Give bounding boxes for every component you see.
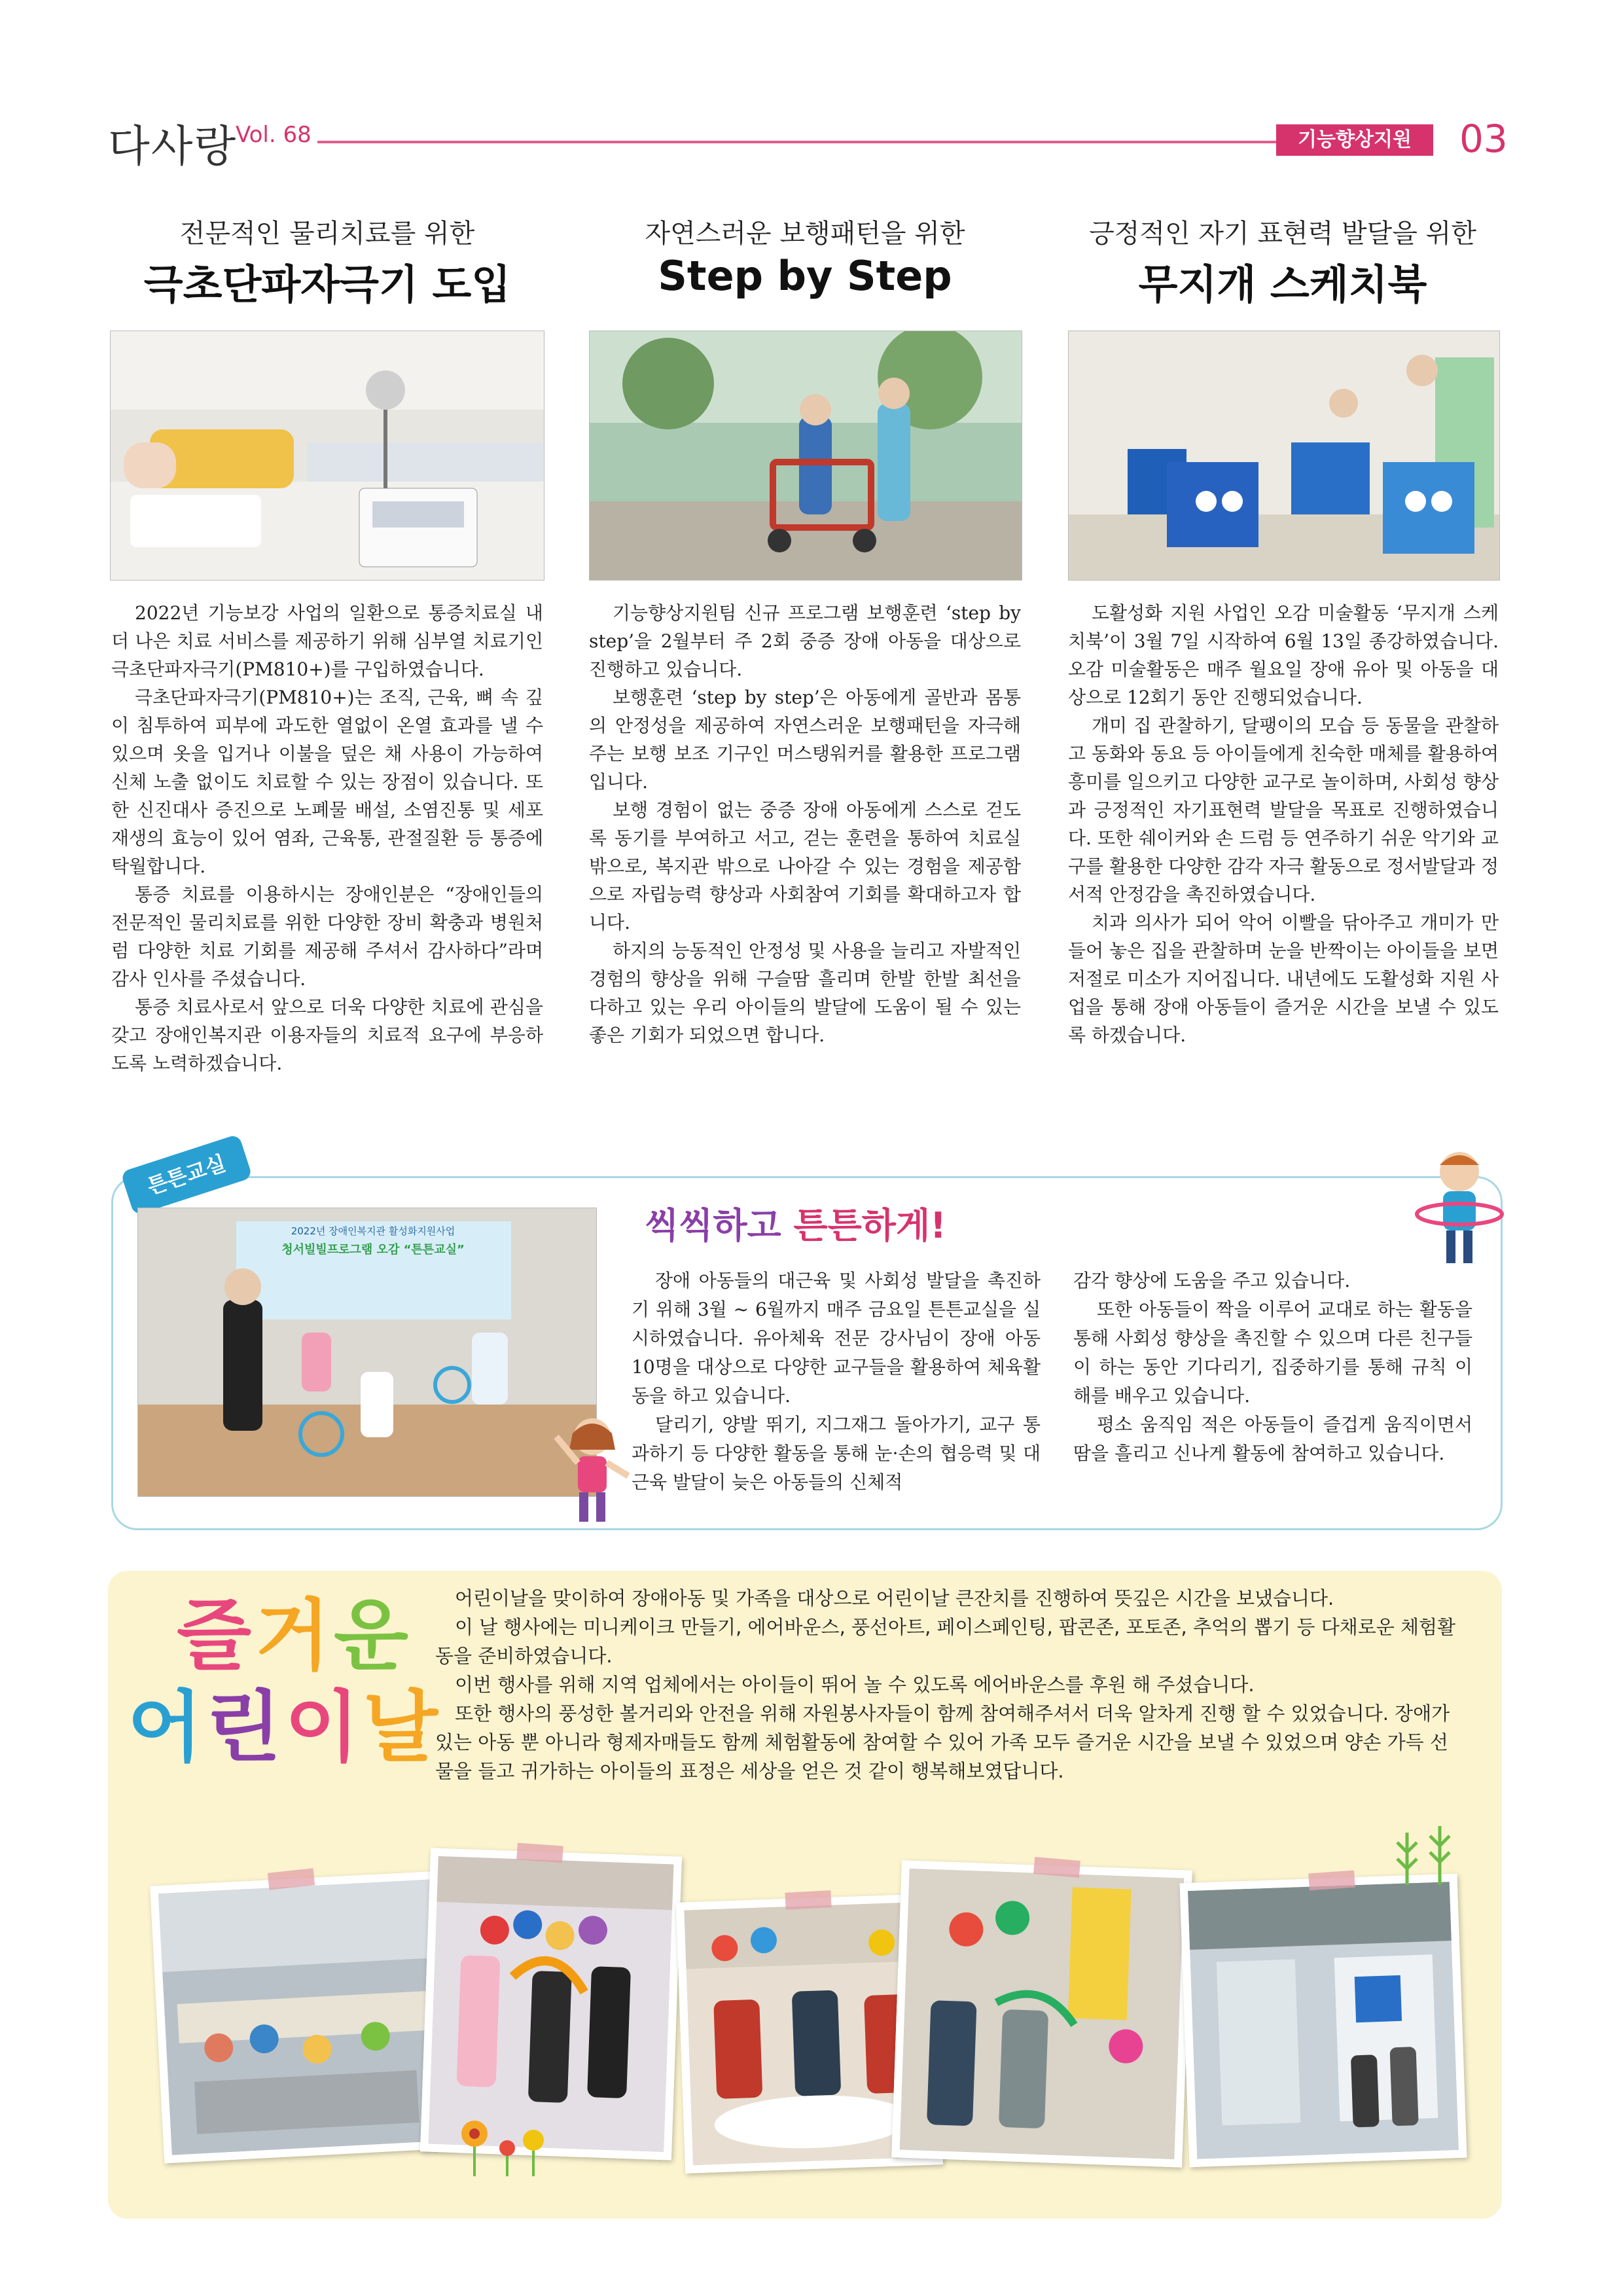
col2-body (589, 599, 1021, 1049)
title-letter: 거 (255, 1590, 334, 1681)
title-letter: 어 (128, 1682, 206, 1772)
title-letter: 린 (206, 1682, 285, 1772)
tunteun-tag: 튼튼교실 (120, 1134, 253, 1215)
kid-stretch-icon (553, 1410, 632, 1528)
walker-photo-illustration (590, 331, 1022, 580)
col1-paragraph: 통증 치료를 이용하시는 장애인분은 “장애인들의 전문적인 물리치료를 위한 다양한 장비 확충과 병원처럼 다양한 치료 기회를 제공해 주셔서 감사하다”라며 감사 인사를 주셨습니다. (111, 884, 543, 990)
sketchbook-photo-illustration (1069, 331, 1499, 580)
col2-paragraph: 보행 경험이 없는 중증 장애 아동에게 스스로 걷도록 동기를 부여하고 서고, 걷는 훈련을 통하여 치료실 밖으로, 복지관 밖으로 나아갈 수 있는 경험을 제공함으로 자립능력 향상과 사회참여 기회를 확대하고자 합니다. (589, 799, 1021, 933)
col3-paragraph: 도활성화 지원 사업인 오감 미술활동 ‘무지개 스케치북’이 3월 7일 시작하여 6월 13일 종강하였습니다. 오감 미술활동은 매주 월요일 장애 유아 및 아동을 대상으로 12회기 동안 진행되었습니다. (1068, 602, 1499, 708)
event-photo-illustration (158, 1879, 446, 2155)
title-letter: 날 (363, 1682, 442, 1772)
col2-subtitle: 자연스러운 보행패턴을 위한 (645, 219, 965, 249)
tunteun-title (645, 1198, 946, 1248)
childrens-day-body (435, 1584, 1459, 1785)
header-rule (317, 141, 1276, 143)
col2-paragraph: 하지의 능동적인 안정성 및 사용을 늘리고 자발적인 경험의 향상을 위해 구슬땀 흘리며 한발 한발 최선을 다하고 있는 우리 아이들의 발달에 도움이 될 수 있는 좋은 기회가 되었으면 합니다. (589, 940, 1021, 1046)
event-photo-4 (891, 1860, 1192, 2167)
treatment-photo-illustration (111, 331, 544, 580)
tape-decoration (1308, 1871, 1355, 1891)
childrens-day-title-text (177, 1590, 412, 1681)
tunteun-body-left (632, 1266, 1041, 1497)
tunteun-paragraph: 감각 향상에 도움을 주고 있습니다. (1073, 1270, 1351, 1291)
col3-paragraph: 개미 집 관찰하기, 달팽이의 모습 등 동물을 관찰하고 동화와 동요 등 아이들에게 친숙한 매체를 활용하여 흥미를 일으키고 다양한 교구로 놀이하며, 사회성 향상과 긍정적인 자기표현력 발달을 목표로 진행하였습니다. 또한 쉐이커와 손 드럼 등 연주하기 쉬운 악기와 교구를 활용한 다양한 감각 자극 활동으로 정서발달과 정서적 안정감을 촉진하였습니다. (1068, 715, 1499, 905)
col1-photo (110, 331, 544, 581)
tape-decoration (516, 1843, 563, 1863)
volume-label: Vol. 68 (236, 122, 312, 148)
magazine-brand: 다사랑 (108, 121, 238, 171)
childrens-day-paragraph: 이번 행사를 위해 지역 업체에서는 아이들이 뛰어 놀 수 있도록 에어바운스를 후원 해 주셨습니다. (455, 1674, 1255, 1696)
childrens-day-paragraph: 이 날 행사에는 미니케이크 만들기, 에어바운스, 풍선아트, 페이스페인팅, 팝콘존, 포토존, 추억의 뽑기 등 다채로운 체험활동을 준비하였습니다. (435, 1616, 1456, 1667)
tunteun-paragraph: 또한 아동들이 짝을 이루어 교대로 하는 활동을 통해 사회성 향상을 촉진할 수 있으며 다른 친구들이 하는 동안 기다리기, 집중하기를 통해 규칙 이해를 배우고 있습니다. (1073, 1299, 1472, 1407)
col2-paragraph: 기능향상지원팀 신규 프로그램 보행훈련 ‘step by step’을 2월부터 주 2회 중증 장애 아동을 대상으로 진행하고 있습니다. (589, 602, 1021, 680)
childrens-day-title-line2 (128, 1682, 442, 1772)
tunteun-paragraph: 평소 움직임 적은 아동들이 즐겁게 움직이면서 땀을 흘리고 신나게 활동에 참여하고 있습니다. (1073, 1414, 1472, 1464)
childrens-day-paragraph: 또한 행사의 풍성한 볼거리와 안전을 위해 자원봉사자들이 함께 참여해주셔서 더욱 알차게 진행 할 수 있었습니다. 장애가 있는 아동 뿐 아니라 형제자매들도 함께 체험활동에 참여할 수 있어 가족 모두 즐거운 시간을 보낼 수 있었으며 양손 가득 선물을 들고 귀가하는 아이들의 표정은 세상을 얻은 것 같이 행복해보였답니다. (435, 1702, 1450, 1782)
col2-paragraph: 보행훈련 ‘step by step’은 아동에게 골반과 몸통의 안정성을 제공하여 자연스러운 보행패턴을 자극해 주는 보행 보조 기구인 머스탱워커를 활용한 프로그램입니다. (589, 687, 1021, 793)
col1-body (111, 599, 543, 1077)
tunteun-paragraph: 달리기, 양발 뛰기, 지그재그 돌아가기, 교구 통과하기 등 다양한 활동을 통해 눈·손의 협응력 및 대근육 발달이 늦은 아동들의 신체적 (632, 1414, 1041, 1493)
col3-title: 무지개 스케치북 (1138, 260, 1427, 308)
tunteun-body-right (1073, 1266, 1472, 1468)
tunteun-banner-line2: 청서빌빌프로그램 오감 “튼튼교실” (281, 1243, 465, 1257)
tape-decoration (785, 1890, 831, 1910)
col3-subtitle: 긍정적인 자기 표현력 발달을 위한 (1089, 219, 1476, 249)
col1-paragraph: 2022년 기능보강 사업의 일환으로 통증치료실 내 더 나은 치료 서비스를 제공하기 위해 심부열 치료기인 극초단파자극기(PM810+)를 구입하였습니다. (111, 602, 543, 680)
col3-photo (1068, 331, 1500, 581)
tunteun-paragraph: 장애 아동들의 대근육 및 사회성 발달을 촉진하기 위해 3월 ~ 6월까지 매주 금요일 튼튼교실을 실시하였습니다. 유아체육 전문 강사님이 장애 아동 10명을 대상으로 다양한 교구들을 활용하여 체육활동을 하고 있습니다. (632, 1270, 1041, 1407)
childrens-day-paragraph: 어린이날을 맞이하여 장애아동 및 가족을 대상으로 어린이날 큰잔치를 진행하여 뜻깊은 시간을 보냈습니다. (455, 1587, 1334, 1609)
title-letter: 즐 (177, 1590, 255, 1681)
col1-paragraph: 극초단파자극기(PM810+)는 조직, 근육, 뼈 속 깊이 침투하여 피부에 과도한 열없이 온열 효과를 낼 수 있으며 옷을 입거나 이불을 덮은 채 사용이 가능하여 신체 노출 없이도 치료할 수 있는 장점이 있습니다. 또한 신진대사 증진으로 노폐물 배설, 소염진통 및 세포재생의 효능이 있어 염좌, 근육통, 관절질환 등 통증에 탁월합니다. (111, 687, 543, 877)
page-number: 03 (1459, 117, 1508, 161)
kid-hulahoop-icon (1414, 1145, 1505, 1270)
col1-title: 극초단파자극기 도입 (143, 260, 511, 308)
flower-icon (452, 2108, 556, 2179)
section-tag: 기능향상지원 (1276, 124, 1433, 156)
tunteun-title-b: 튼튼하게! (793, 1205, 946, 1246)
event-photo-5 (1180, 1874, 1467, 2168)
tunteun-title-a: 씩씩하고 (645, 1205, 794, 1246)
event-photo-1 (150, 1871, 455, 2164)
col2-title: Step by Step (658, 252, 952, 300)
event-photo-illustration (900, 1869, 1185, 2159)
col1-subtitle: 전문적인 물리치료를 위한 (179, 219, 475, 249)
col3-body (1068, 599, 1499, 1049)
title-letter: 이 (285, 1682, 363, 1772)
childrens-day-title-line1 (177, 1590, 412, 1681)
col3-paragraph: 치과 의사가 되어 악어 이빨을 닦아주고 개미가 만들어 놓은 집을 관찰하며 눈을 반짝이는 아이들을 보면 저절로 미소가 지어집니다. 내년에도 도활성화 지원 사업을 통해 장애 아동들이 즐거운 시간을 보낼 수 있도록 하겠습니다. (1068, 912, 1499, 1046)
event-photo-illustration (1188, 1882, 1459, 2159)
tunteun-banner-line1: 2022년 장애인복지관 활성화지원사업 (291, 1225, 455, 1237)
col1-paragraph: 통증 치료사로서 앞으로 더욱 다양한 치료에 관심을 갖고 장애인복지관 이용자들의 치료적 요구에 부응하도록 노력하겠습니다. (111, 996, 543, 1074)
childrens-day-title-text (128, 1682, 442, 1772)
sprout-icon (1387, 1820, 1459, 1892)
title-letter: 운 (334, 1590, 412, 1681)
col2-photo (589, 331, 1022, 581)
